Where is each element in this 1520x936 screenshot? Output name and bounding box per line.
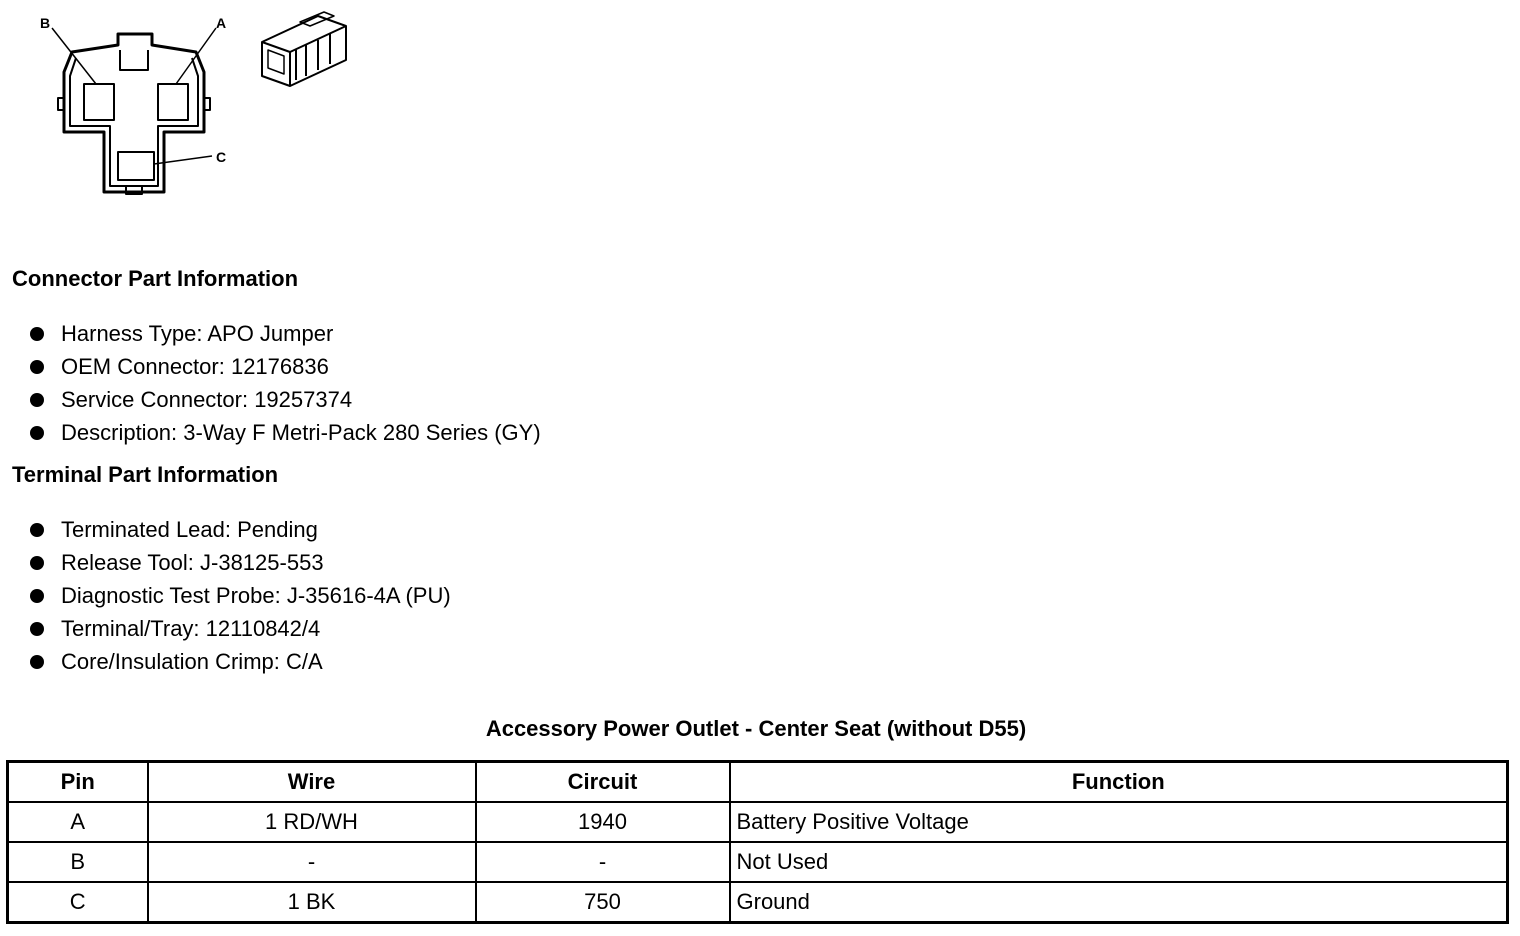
- bullet-icon: [30, 393, 44, 407]
- cell-function: Not Used: [730, 842, 1508, 882]
- header-wire: Wire: [148, 762, 476, 803]
- bullet-icon: [30, 360, 44, 374]
- connector-face-diagram: [0, 0, 360, 205]
- list-item: [28, 350, 541, 383]
- list-item: [28, 317, 541, 350]
- header-circuit: Circuit: [476, 762, 730, 803]
- list-item-text: Terminated Lead: Pending: [61, 517, 318, 542]
- header-function: Function: [730, 762, 1508, 803]
- pin-label-c: C: [216, 149, 227, 165]
- connector-part-info-list: [28, 317, 541, 449]
- bullet-icon: [30, 589, 44, 603]
- cell-pin: C: [8, 882, 148, 923]
- list-item-text: OEM Connector: 12176836: [61, 354, 329, 379]
- cell-circuit: 750: [476, 882, 730, 923]
- list-item: [28, 513, 451, 546]
- list-item: [28, 383, 541, 416]
- bullet-icon: [30, 327, 44, 341]
- bullet-icon: [30, 655, 44, 669]
- cell-pin: A: [8, 802, 148, 842]
- cell-circuit: -: [476, 842, 730, 882]
- bullet-icon: [30, 523, 44, 537]
- table-row: [8, 802, 1508, 842]
- table-row: [8, 842, 1508, 882]
- table-header-row: [8, 762, 1508, 803]
- pin-label-b: B: [40, 15, 51, 31]
- cell-function: Battery Positive Voltage: [730, 802, 1508, 842]
- list-item-text: Terminal/Tray: 12110842/4: [61, 616, 321, 641]
- bullet-icon: [30, 622, 44, 636]
- list-item: [28, 612, 451, 645]
- bullet-icon: [30, 426, 44, 440]
- table-row: [8, 882, 1508, 923]
- list-item-text: Core/Insulation Crimp: C/A: [61, 649, 323, 674]
- pin-label-a: A: [216, 15, 227, 31]
- list-item-text: Service Connector: 19257374: [61, 387, 353, 412]
- terminal-part-info-heading: Terminal Part Information: [12, 462, 279, 487]
- cell-wire: 1 RD/WH: [148, 802, 476, 842]
- list-item-text: Release Tool: J-38125-553: [61, 550, 324, 575]
- cell-function: Ground: [730, 882, 1508, 923]
- list-item: [28, 546, 451, 579]
- list-item: [28, 579, 451, 612]
- list-item-text: Harness Type: APO Jumper: [61, 321, 334, 346]
- cell-pin: B: [8, 842, 148, 882]
- table-title: Accessory Power Outlet - Center Seat (without D55): [485, 716, 1027, 741]
- cell-circuit: 1940: [476, 802, 730, 842]
- pinout-table: [6, 760, 1509, 924]
- list-item-text: Diagnostic Test Probe: J-35616-4A (PU): [61, 583, 451, 608]
- bullet-icon: [30, 556, 44, 570]
- connector-isometric-icon: [262, 12, 346, 86]
- connector-part-info-heading: Connector Part Information: [12, 266, 299, 291]
- header-pin: Pin: [8, 762, 148, 803]
- terminal-part-info-list: [28, 513, 451, 678]
- list-item-text: Description: 3-Way F Metri-Pack 280 Series (GY): [61, 420, 541, 445]
- list-item: [28, 645, 451, 678]
- cell-wire: -: [148, 842, 476, 882]
- list-item: [28, 416, 541, 449]
- cell-wire: 1 BK: [148, 882, 476, 923]
